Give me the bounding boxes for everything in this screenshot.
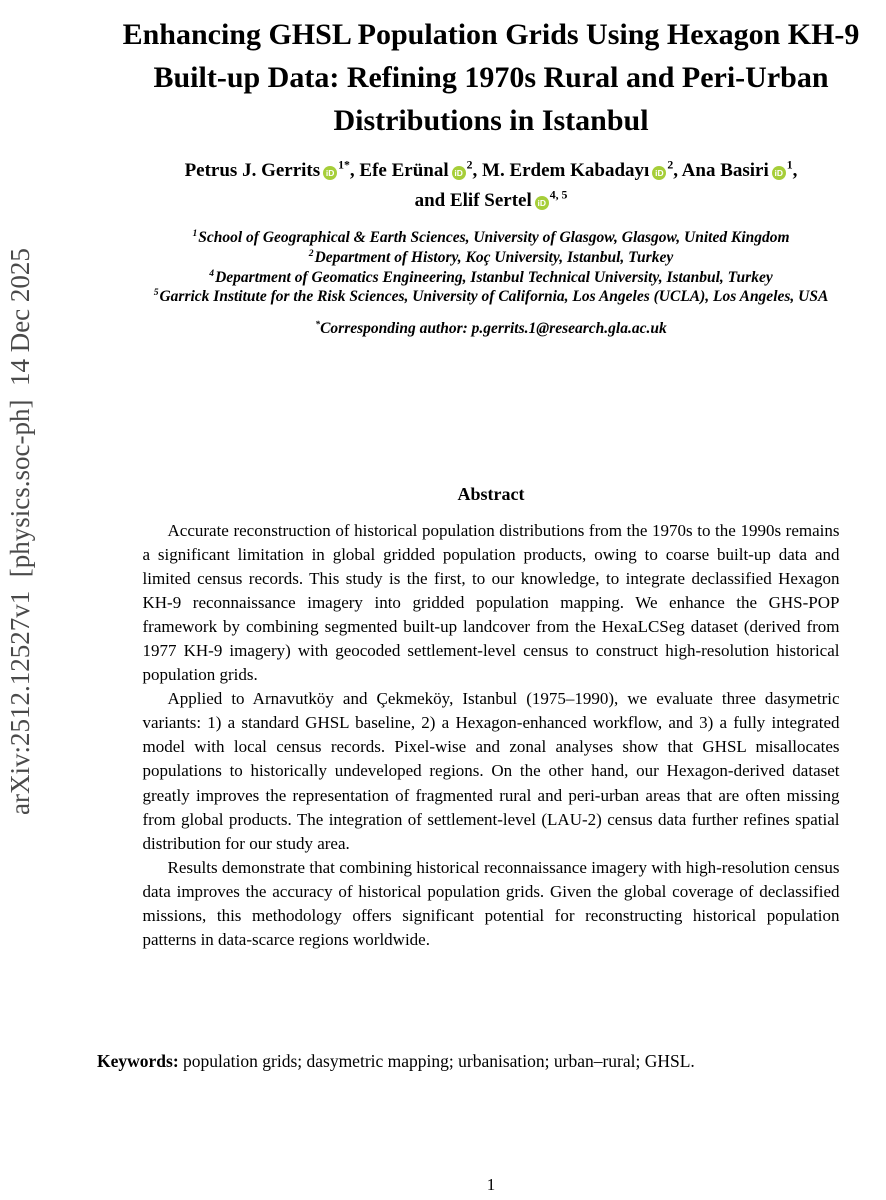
author (482, 160, 678, 181)
page-number: 1 (486, 1175, 496, 1194)
affiliation-ref-mark: 1 (192, 228, 198, 240)
affiliation (97, 268, 885, 288)
author-separator: , (792, 159, 798, 181)
author-name: Efe Erünal (359, 159, 449, 181)
affiliation-ref-mark: 2 (308, 247, 314, 259)
author (682, 160, 798, 181)
abstract-body (143, 519, 840, 952)
paper-title: Enhancing GHSL Population Grids Using Hexagon KH-9 Built-up Data: Refining 1970s Rural and Peri-Urban Distributions in Istanbul (122, 18, 860, 137)
affiliation-text: Department of Geomatics Engineering, Istanbul Technical University, Istanbul, Turkey (215, 268, 773, 286)
keywords-line (97, 1050, 885, 1074)
author-name: M. Erdem Kabadayı (482, 159, 650, 181)
author-list (97, 156, 885, 217)
orcid-icon[interactable]: iD (323, 166, 337, 180)
keywords-text: population grids; dasymetric mapping; urbanisation; urban–rural; GHSL. (183, 1051, 695, 1071)
paper-content (97, 0, 885, 1071)
abstract-paragraph: Applied to Arnavutköy and Çekmeköy, Istanbul (1975–1990), we evaluate three dasymetric variants: 1) a standard GHSL baseline, 2) a Hexagon-enhanced workflow, and 3) a fully integrated model with local census records. Pixel-wise and zonal analyses show that GHSL misallocates populations to historically undeveloped regions. On the other hand, our Hexagon-derived dataset greatly improves the representation of fragmented rural and peri-urban areas that are often missing from global products. The integration of settlement-level (LAU-2) census data further refines spatial distribution for our study area. (142, 689, 840, 853)
affiliation (97, 228, 885, 248)
corresponding-ref-mark: * (315, 318, 321, 330)
arxiv-banner: arXiv:2512.12527v1 [physics.soc-ph] 14 Dec 2025 (5, 248, 35, 816)
author-affil-ref: 2 (667, 158, 674, 172)
author-separator: , (349, 159, 355, 181)
author-separator: , (673, 159, 678, 181)
affiliation-ref-mark: 4 (209, 267, 215, 279)
author (185, 160, 355, 181)
author-name: and Elif Sertel (414, 190, 532, 212)
author (359, 160, 477, 181)
corresponding-author (97, 320, 885, 338)
author-affil-ref: 4, 5 (549, 188, 568, 202)
affiliation-ref-mark: 5 (153, 287, 159, 299)
orcid-icon[interactable]: iD (535, 196, 549, 210)
orcid-icon[interactable]: iD (652, 166, 666, 180)
author (415, 190, 568, 211)
author-affil-ref: 1* (338, 158, 350, 172)
affiliation-text: School of Geographical & Earth Sciences, University of Glasgow, Glasgow, United Kingdom (198, 229, 790, 247)
author-separator: , (472, 159, 478, 181)
author-name: Petrus J. Gerrits (184, 159, 321, 181)
abstract-paragraph: Accurate reconstruction of historical population distributions from the 1970s to the 1990s remains a significant limitation in global gridded population products, owing to coarse built-up data and limited census records. This study is the first, to our knowledge, to integrate declassified Hexagon KH-9 reconnaissance imagery into gridded population mapping. We enhance the GHS-POP framework by combining segmented built-up landcover from the HexaLCSeg dataset (derived from 1977 KH-9 imagery) with geocoded settlement-level census to construct high-resolution historical population grids. (142, 521, 840, 685)
author-affil-ref: 1 (786, 158, 793, 172)
author-name: Ana Basiri (681, 159, 769, 181)
abstract-heading: Abstract (457, 484, 525, 504)
affiliation-list (97, 228, 885, 307)
abstract-section (97, 484, 885, 952)
affiliation-text: Garrick Institute for the Risk Sciences, University of California, Los Angeles (UCLA), Los Angeles, USA (159, 288, 829, 306)
affiliation (97, 287, 885, 307)
affiliation (97, 248, 885, 268)
corresponding-text: Corresponding author: p.gerrits.1@research.gla.ac.uk (320, 320, 667, 338)
orcid-icon[interactable]: iD (772, 166, 786, 180)
author-affil-ref: 2 (466, 158, 473, 172)
orcid-icon[interactable]: iD (452, 166, 466, 180)
affiliation-text: Department of History, Koç University, Istanbul, Turkey (314, 249, 674, 267)
keywords-label: Keywords: (97, 1051, 179, 1071)
abstract-paragraph: Results demonstrate that combining historical reconnaissance imagery with high-resolution census data improves the accuracy of historical population grids. Given the global coverage of declassified missions, this methodology offers significant potential for reconstructing historical population patterns in data-scarce regions worldwide. (142, 857, 840, 949)
